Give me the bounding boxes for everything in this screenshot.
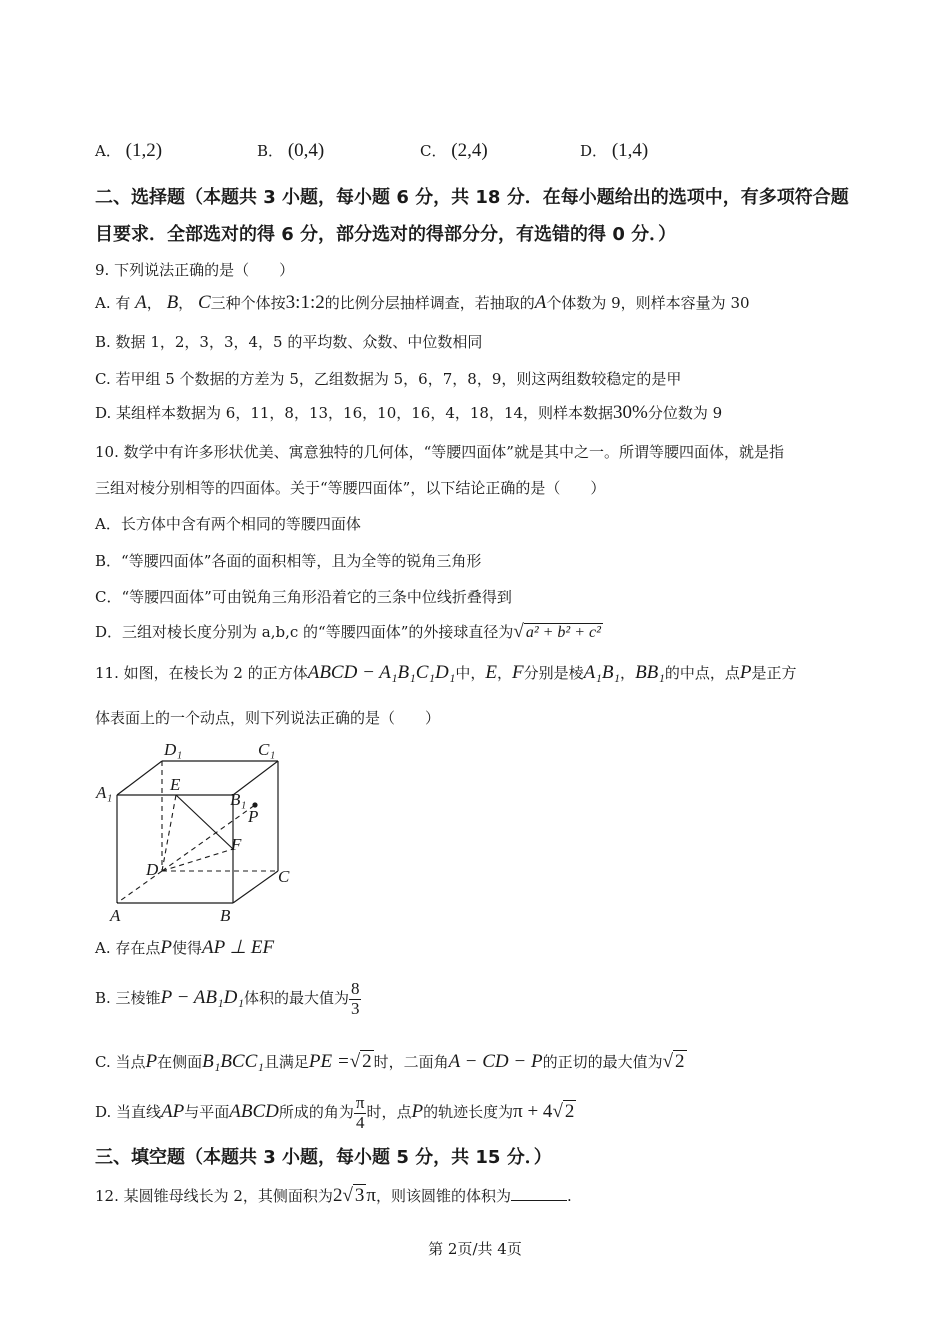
q10-stem-line1: 10. 数学中有许多形状优美、寓意独特的几何体，“等腰四面体”就是其中之一。所谓等腰四面体，就是指 [95,443,784,461]
label-a1: A₁ [96,783,113,802]
q9-option-a: A. 有 A， B， C三种个体按3:1:2的比例分层抽样调查，若抽取的A个体数为 9，则样本容量为 30 [95,292,750,313]
q11-option-d: D. 当直线AP与平面ABCD所成的角为 $\frac{\pi}{4}$ 时，点P的轨迹长度为π + 4√ 2 [95,1093,575,1132]
edge-a1-d1 [117,761,162,795]
section2-heading-line1: 二、选择题（本题共 3 小题，每小题 6 分，共 18 分．在每小题给出的选项中，有多项符合题 [95,187,849,208]
label-b: B [220,906,231,925]
q9-option-b: B. 数据 1，2，3，3，4，5 的平均数、众数、中位数相同 [95,333,483,351]
q8-option-b: B． (0,4) [257,140,325,161]
label-d1: D₁ [164,740,183,759]
q12-stem: 12. 某圆锥母线长为 2，其侧面积为2√ 3 π，则该圆锥的体积为 . [95,1185,572,1206]
q10-option-c: C．“等腰四面体”可由锐角三角形沿着它的三条中位线折叠得到 [95,588,512,606]
hidden-segment-d-f [162,849,233,871]
q10-option-d: D．三组对棱长度分别为 a,b,c 的“等腰四面体”的外接球直径为√ a² + b² + c² [95,621,601,642]
q10-option-b: B．“等腰四面体”各面的面积相等，且为全等的锐角三角形 [95,552,482,570]
label-c1: C₁ [258,740,276,759]
q11-stem-line1: 11. 如图，在棱长为 2 的正方体ABCD − A₁B₁C₁D₁中，E，F分别是棱A₁B₁，BB₁的中点，点P是正方 [95,662,797,683]
label-d: D [146,860,159,879]
label-p: P [248,807,259,826]
q11-option-b: B. 三棱锥P − AB₁D₁体积的最大值为 $\frac{8}{3}$ [95,979,360,1018]
q10-option-a: A．长方体中含有两个相同的等腰四面体 [95,515,361,533]
hidden-segment-d-e [162,795,176,871]
q9-option-d: D. 某组样本数据为 6，11，8，13，16，10，16，4，18，14，则样本数据30%分位数为 9 [95,402,723,423]
q11-stem-line2: 体表面上的一个动点，则下列说法正确的是（ ） [95,709,441,727]
page-footer: 第 2页/共 4页 [428,1240,522,1258]
label-b1: B₁ [230,790,247,809]
label-a: A [110,906,121,925]
q9-option-c: C. 若甲组 5 个数据的方差为 5，乙组数据为 5，6，7，8，9，则这两组数较稳定的是甲 [95,370,682,388]
q8-option-a: A． (1,2) [95,140,163,161]
label-f: F [231,835,242,854]
q11-option-a: A. 存在点P使得AP ⊥ EF [95,937,275,958]
q11-option-c: C. 当点P在侧面B₁BCC₁且满足PE =√ 2 时，二面角A − CD − P的正切的最大值为√ 2 [95,1051,685,1072]
label-e: E [170,775,181,794]
q10-stem-line2: 三组对棱分别相等的四面体。关于“等腰四面体”，以下结论正确的是（ ） [95,479,606,497]
edge-c-b [233,871,278,903]
q8-option-d: D． (1,4) [580,140,649,161]
section2-heading-line2: 目要求．全部选对的得 6 分，部分选对的得部分分，有选错的得 0 分．） [95,224,677,245]
segment-e-f [176,795,233,849]
q8-option-c: C． (2,4) [420,140,488,161]
section3-heading: 三、填空题（本题共 3 小题，每小题 5 分，共 15 分．） [95,1147,552,1168]
cube-figure [90,735,310,930]
q9-stem: 9. 下列说法正确的是（ ） [95,261,295,279]
label-c: C [278,867,290,886]
answer-blank [511,1186,567,1201]
